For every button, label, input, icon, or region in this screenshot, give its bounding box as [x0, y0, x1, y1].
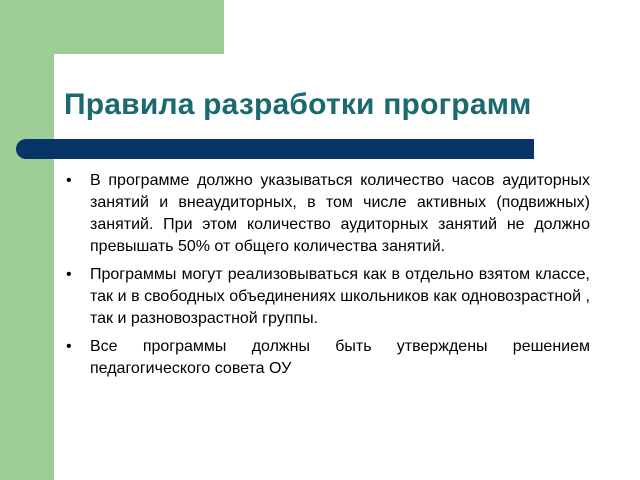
- bullet-icon: •: [66, 338, 72, 355]
- bullet-item-1: [64, 170, 590, 258]
- decor-rounded-corner: [54, 54, 90, 90]
- bullet-item-3: [64, 336, 590, 380]
- bullet-icon: •: [66, 266, 72, 283]
- bullet-list: [64, 170, 590, 386]
- slide-title: Правила разработки программ: [64, 88, 532, 121]
- bullet-text-2: Программы могут реализовываться как в отдельно взятом классе, так и в свободных объединениях школьников как одновозрастной , так и разновозрастной группы.: [90, 266, 590, 327]
- bullet-text-1: В программе должно указываться количество часов аудиторных занятий и внеаудиторных, в том числе активных (подвижных) занятий. При этом количество аудиторных занятий не должно превышать 50% от общего количества занятий.: [90, 172, 590, 255]
- bullet-icon: •: [66, 172, 72, 189]
- bullet-text-3: Все программы должны быть утверждены решением педагогического совета ОУ: [90, 338, 590, 377]
- bullet-item-2: [64, 264, 590, 330]
- title-underline-bar: [16, 139, 534, 159]
- decor-green-left: [0, 0, 54, 480]
